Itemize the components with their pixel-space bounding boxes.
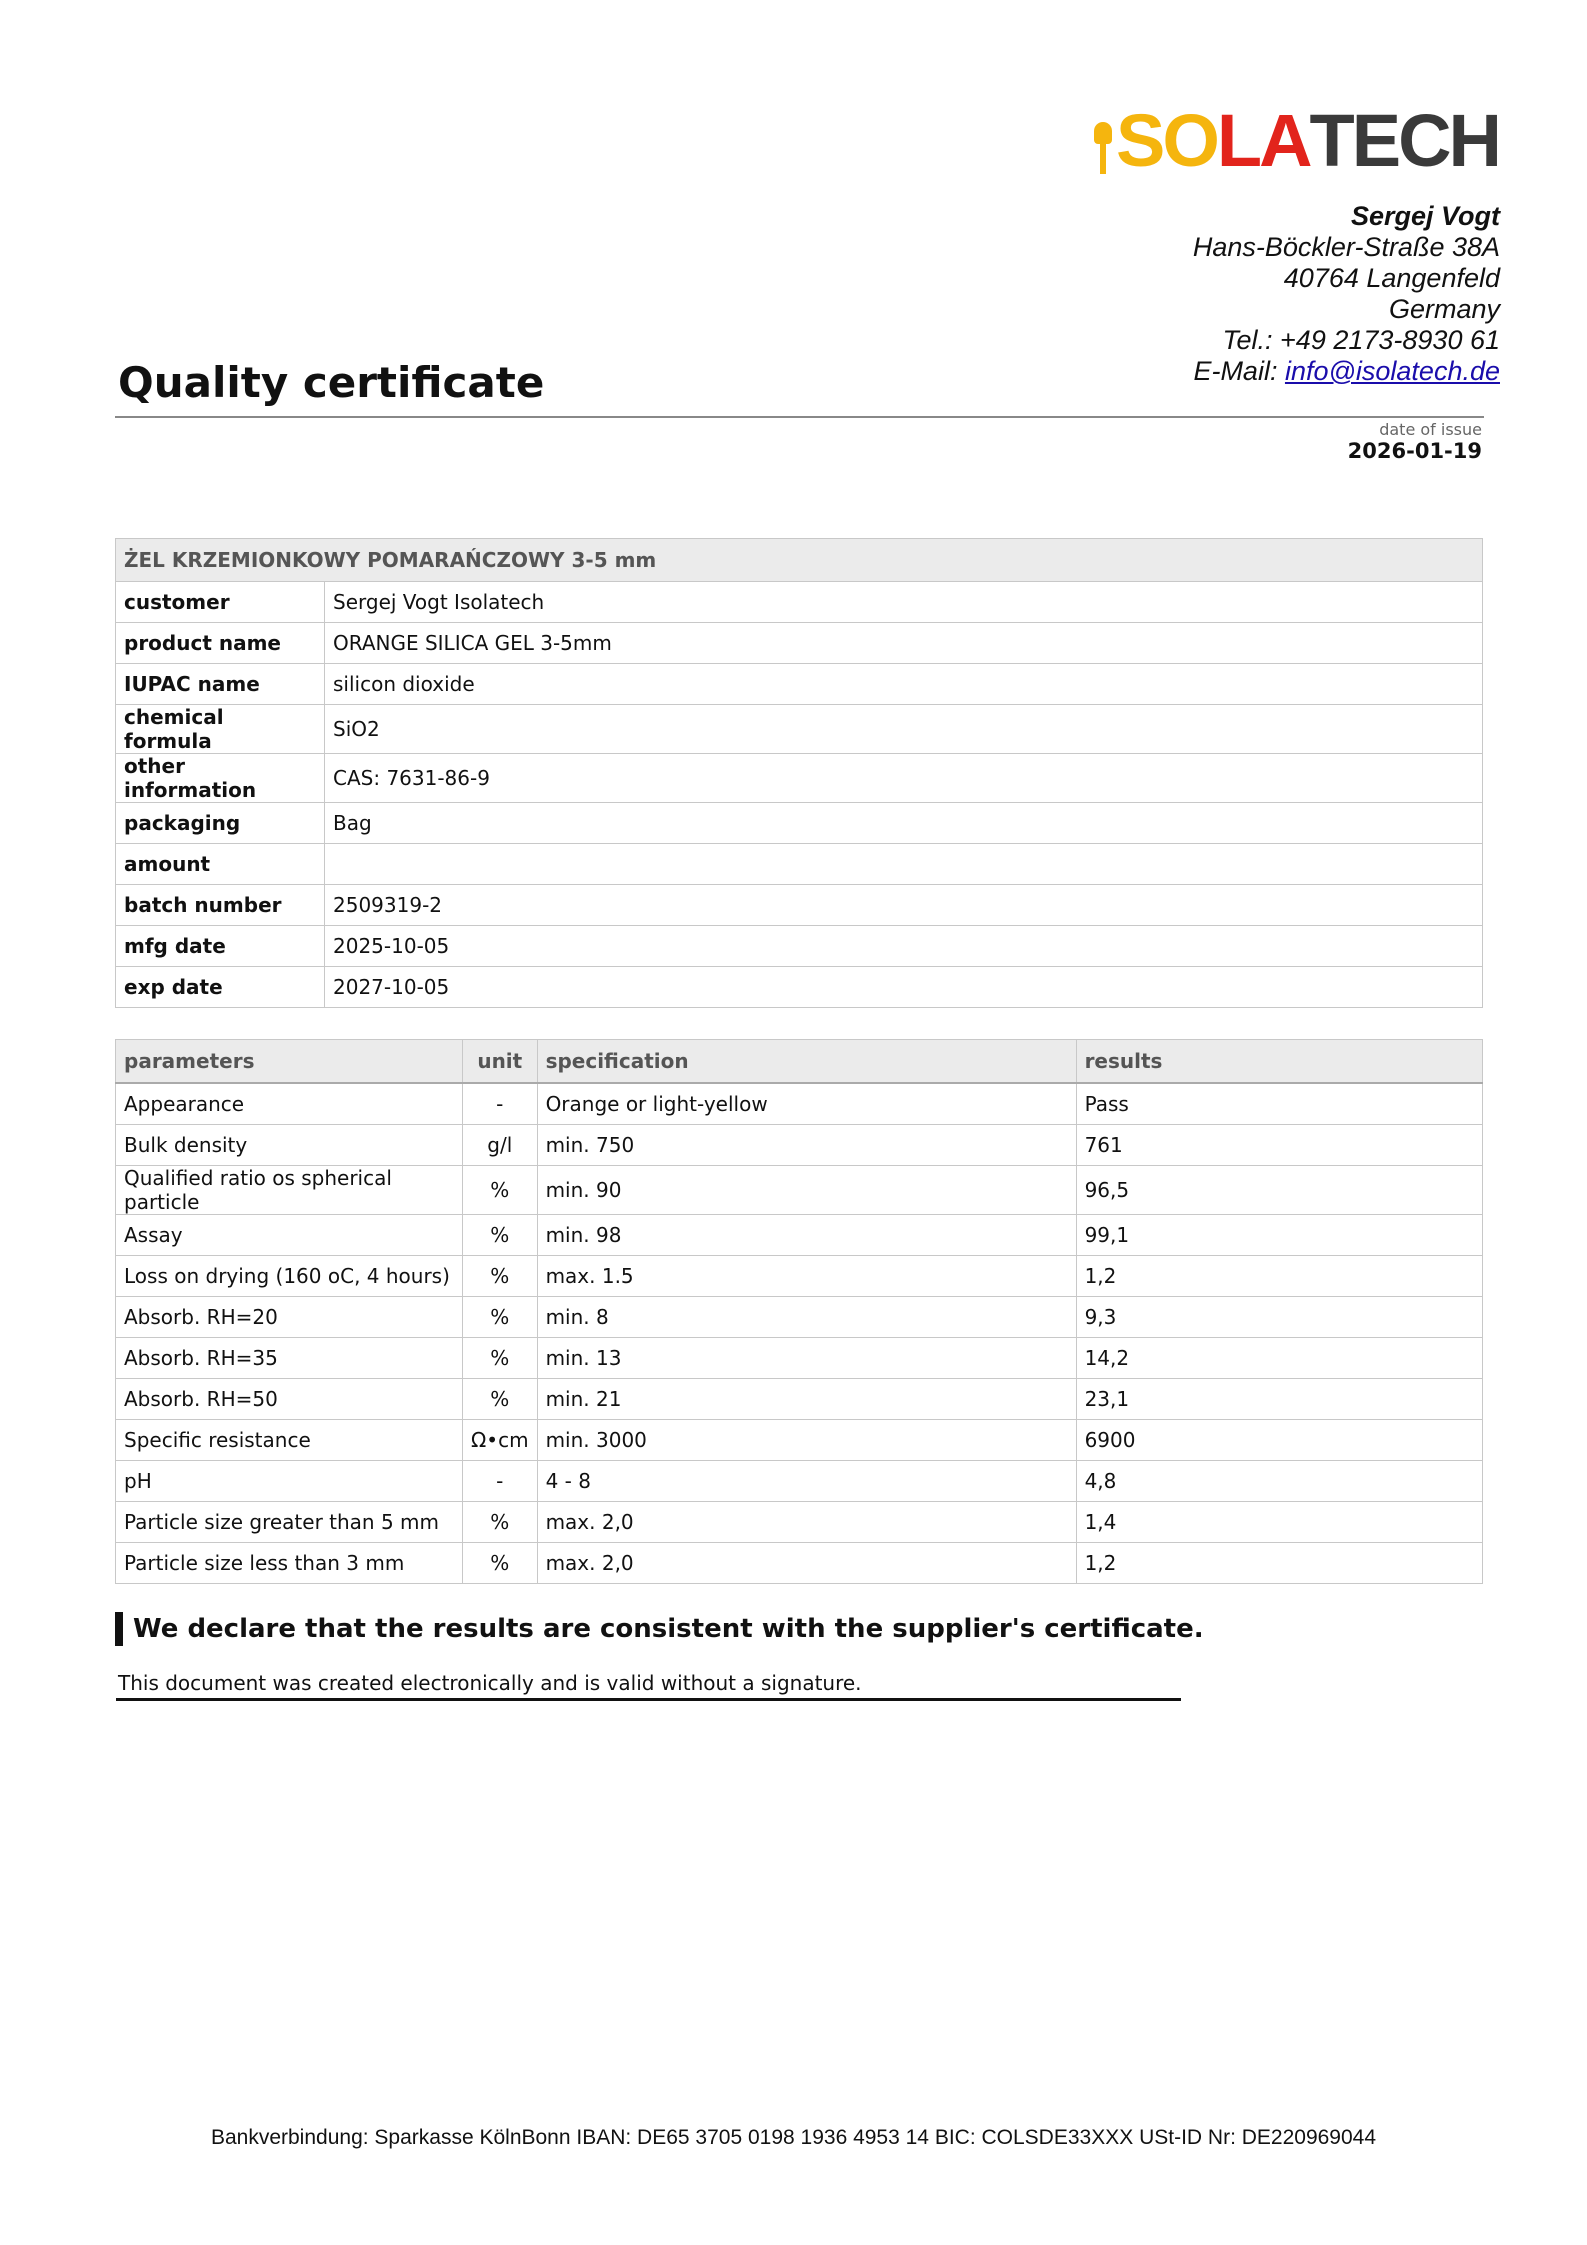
- parameter-cell: Specific resistance: [116, 1420, 463, 1461]
- product-field-label: other information: [116, 754, 325, 803]
- unit-cell: Ω•cm: [463, 1420, 538, 1461]
- parameter-row: [116, 1420, 1483, 1461]
- result-cell: 23,1: [1076, 1379, 1482, 1420]
- unit-cell: g/l: [463, 1125, 538, 1166]
- product-field-value: 2027-10-05: [325, 967, 1483, 1008]
- product-heading: ŻEL KRZEMIONKOWY POMARAŃCZOWY 3-5 mm: [116, 539, 1483, 582]
- result-cell: 1,2: [1076, 1256, 1482, 1297]
- unit-cell: %: [463, 1338, 538, 1379]
- unit-cell: %: [463, 1379, 538, 1420]
- product-field-label: product name: [116, 623, 325, 664]
- result-cell: 96,5: [1076, 1166, 1482, 1215]
- unit-cell: %: [463, 1256, 538, 1297]
- specification-cell: min. 750: [537, 1125, 1076, 1166]
- unit-cell: -: [463, 1461, 538, 1502]
- result-cell: 761: [1076, 1125, 1482, 1166]
- parameter-row: [116, 1297, 1483, 1338]
- specification-cell: min. 98: [537, 1215, 1076, 1256]
- col-unit: unit: [463, 1040, 538, 1084]
- sender-phone: Tel.: +49 2173-8930 61: [1222, 325, 1500, 355]
- parameter-cell: Bulk density: [116, 1125, 463, 1166]
- parameter-row: [116, 1543, 1483, 1584]
- parameters-table: [115, 1039, 1483, 1584]
- result-cell: 1,4: [1076, 1502, 1482, 1543]
- specification-cell: min. 21: [537, 1379, 1076, 1420]
- product-field-label: exp date: [116, 967, 325, 1008]
- product-field-value: Sergej Vogt Isolatech: [325, 582, 1483, 623]
- product-row: [116, 967, 1483, 1008]
- parameter-cell: Appearance: [116, 1083, 463, 1125]
- product-row: [116, 754, 1483, 803]
- specification-cell: min. 13: [537, 1338, 1076, 1379]
- result-cell: 6900: [1076, 1420, 1482, 1461]
- parameter-cell: pH: [116, 1461, 463, 1502]
- product-row: [116, 926, 1483, 967]
- parameter-row: [116, 1256, 1483, 1297]
- product-row: [116, 623, 1483, 664]
- parameter-cell: Particle size less than 3 mm: [116, 1543, 463, 1584]
- parameter-row: [116, 1461, 1483, 1502]
- specification-cell: Orange or light-yellow: [537, 1083, 1076, 1125]
- signature-line: [116, 1698, 1181, 1701]
- product-field-value: 2509319-2: [325, 885, 1483, 926]
- logo-part-so: SO: [1115, 99, 1217, 182]
- parameter-cell: Loss on drying (160 oC, 4 hours): [116, 1256, 463, 1297]
- product-field-value: ORANGE SILICA GEL 3-5mm: [325, 623, 1483, 664]
- specification-cell: min. 90: [537, 1166, 1076, 1215]
- parameter-cell: Particle size greater than 5 mm: [116, 1502, 463, 1543]
- parameter-cell: Absorb. RH=20: [116, 1297, 463, 1338]
- product-row: [116, 803, 1483, 844]
- result-cell: Pass: [1076, 1083, 1482, 1125]
- product-table: [115, 538, 1483, 1008]
- issue-date-block: [1348, 420, 1482, 463]
- sender-country: Germany: [1388, 294, 1500, 324]
- product-field-label: chemical formula: [116, 705, 325, 754]
- result-cell: 99,1: [1076, 1215, 1482, 1256]
- parameter-row: [116, 1083, 1483, 1125]
- parameter-cell: Absorb. RH=35: [116, 1338, 463, 1379]
- col-specification: specification: [537, 1040, 1076, 1084]
- col-parameters: parameters: [116, 1040, 463, 1084]
- page-title: Quality certificate: [118, 358, 545, 407]
- product-field-value: SiO2: [325, 705, 1483, 754]
- parameter-cell: Qualified ratio os spherical particle: [116, 1166, 463, 1215]
- result-cell: 4,8: [1076, 1461, 1482, 1502]
- bank-details-footer: Bankverbindung: Sparkasse KölnBonn IBAN: DE65 3705 0198 1936 4953 14 BIC: COLSDE33XXX USt-ID Nr: DE220969044: [210, 2126, 1377, 2149]
- parameters-table-body: [116, 1083, 1483, 1584]
- logo-part-tech: TECH: [1309, 99, 1499, 182]
- unit-cell: %: [463, 1543, 538, 1584]
- specification-cell: 4 - 8: [537, 1461, 1076, 1502]
- product-field-value: silicon dioxide: [325, 664, 1483, 705]
- unit-cell: %: [463, 1215, 538, 1256]
- parameter-cell: Assay: [116, 1215, 463, 1256]
- product-field-value: Bag: [325, 803, 1483, 844]
- specification-cell: max. 2,0: [537, 1543, 1076, 1584]
- result-cell: 1,2: [1076, 1543, 1482, 1584]
- logo-part-la: LA: [1216, 99, 1310, 182]
- product-field-label: IUPAC name: [116, 664, 325, 705]
- product-table-body: [116, 582, 1483, 1008]
- specification-cell: max. 2,0: [537, 1502, 1076, 1543]
- company-logo: [1094, 99, 1499, 182]
- product-field-label: packaging: [116, 803, 325, 844]
- unit-cell: %: [463, 1297, 538, 1338]
- unit-cell: %: [463, 1166, 538, 1215]
- parameter-row: [116, 1215, 1483, 1256]
- declaration: We declare that the results are consistent with the supplier's certificate.: [115, 1612, 1204, 1646]
- parameter-cell: Absorb. RH=50: [116, 1379, 463, 1420]
- product-field-label: mfg date: [116, 926, 325, 967]
- parameter-row: [116, 1125, 1483, 1166]
- result-cell: 14,2: [1076, 1338, 1482, 1379]
- parameter-row: [116, 1379, 1483, 1420]
- specification-cell: min. 3000: [537, 1420, 1076, 1461]
- product-field-value: 2025-10-05: [325, 926, 1483, 967]
- product-field-label: customer: [116, 582, 325, 623]
- parameter-row: [116, 1166, 1483, 1215]
- col-results: results: [1076, 1040, 1482, 1084]
- specification-cell: max. 1.5: [537, 1256, 1076, 1297]
- sender-city: 40764 Langenfeld: [1283, 263, 1500, 293]
- product-field-label: batch number: [116, 885, 325, 926]
- sender-street: Hans-Böckler-Straße 38A: [1192, 232, 1500, 262]
- email-link[interactable]: info@isolatech.de: [1284, 356, 1500, 386]
- product-row: [116, 844, 1483, 885]
- parameter-row: [116, 1338, 1483, 1379]
- product-row: [116, 885, 1483, 926]
- product-row: [116, 664, 1483, 705]
- pin-icon: [1094, 122, 1112, 178]
- product-row: [116, 582, 1483, 623]
- result-cell: 9,3: [1076, 1297, 1482, 1338]
- sender-address: [1193, 201, 1500, 387]
- header-divider: [115, 416, 1484, 418]
- unit-cell: %: [463, 1502, 538, 1543]
- product-field-value: [325, 844, 1483, 885]
- signature-note: This document was created electronically and is valid without a signature.: [118, 1671, 862, 1695]
- product-field-value: CAS: 7631-86-9: [325, 754, 1483, 803]
- sender-name: Sergej Vogt: [1350, 201, 1500, 231]
- product-field-label: amount: [116, 844, 325, 885]
- parameter-row: [116, 1502, 1483, 1543]
- sender-email-line: [1193, 356, 1500, 387]
- email-label: E-Mail:: [1193, 356, 1285, 386]
- product-row: [116, 705, 1483, 754]
- issue-date-label: date of issue: [1379, 420, 1482, 439]
- unit-cell: -: [463, 1083, 538, 1125]
- issue-date-value: 2026-01-19: [1347, 439, 1482, 463]
- specification-cell: min. 8: [537, 1297, 1076, 1338]
